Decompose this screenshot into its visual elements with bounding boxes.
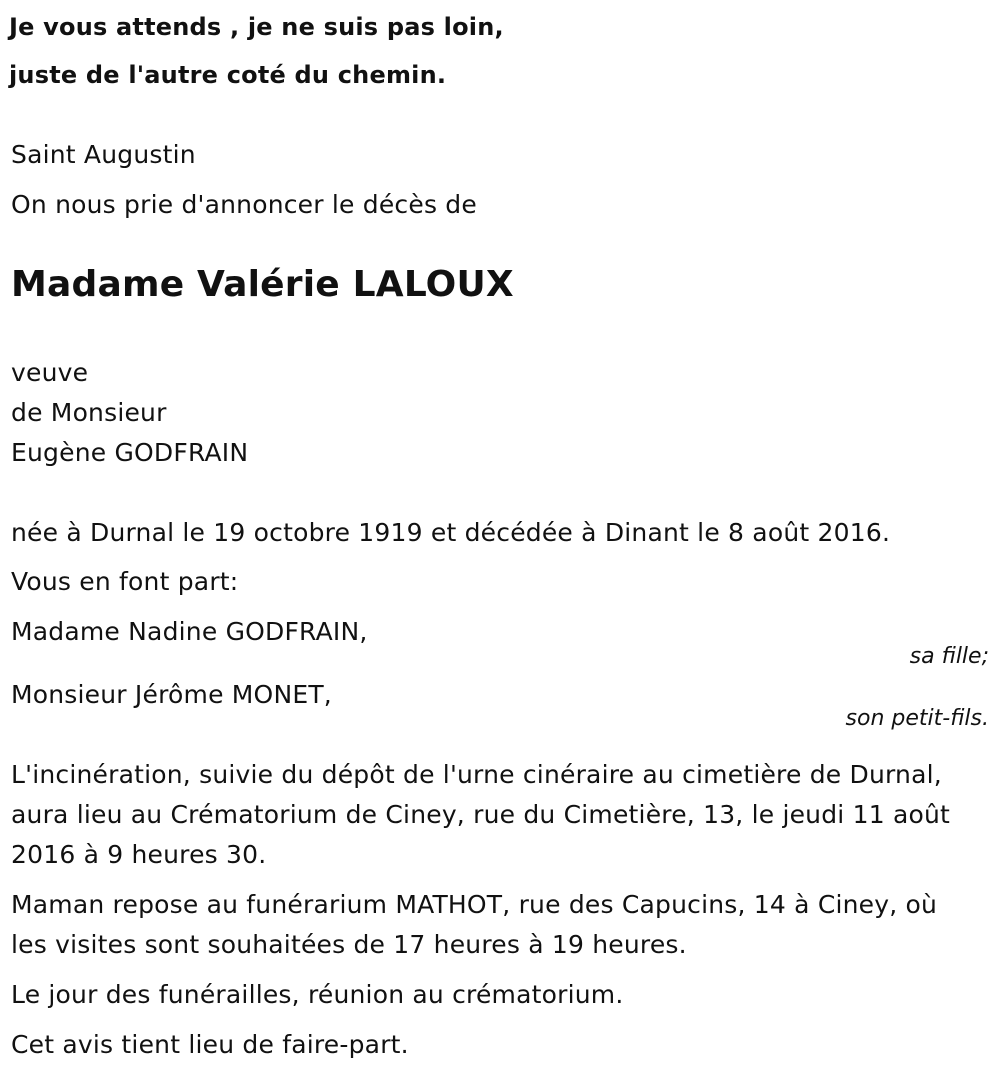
gathering-info: Le jour des funérailles, réunion au crématorium. [11,980,624,1009]
family-member-relation: sa fille; [909,644,989,669]
ceremony-line: 2016 à 9 heures 30. [11,840,267,869]
quote-author: Saint Augustin [11,140,196,169]
spouse-line-2: de Monsieur [11,398,167,427]
spouse-line-3: Eugène GODFRAIN [11,438,249,467]
ceremony-line: L'incinération, suivie du dépôt de l'urne cinéraire au cimetière de Durnal, [11,760,942,789]
announcement-intro: On nous prie d'annoncer le décès de [11,190,477,219]
family-member-relation: son petit-fils. [845,706,989,731]
announcers-intro: Vous en font part: [11,567,239,596]
spouse-line-1: veuve [11,358,89,387]
visitation-line: les visites sont souhaitées de 17 heures à 19 heures. [11,930,687,959]
birth-death-info: née à Durnal le 19 octobre 1919 et décédée à Dinant le 8 août 2016. [11,518,891,547]
visitation-line: Maman repose au funérarium MATHOT, rue des Capucins, 14 à Ciney, où [11,890,938,919]
ceremony-line: aura lieu au Crématorium de Ciney, rue du Cimetière, 13, le jeudi 11 août [11,800,951,829]
quote-line-1: Je vous attends , je ne suis pas loin, [9,13,504,41]
closing-note: Cet avis tient lieu de faire-part. [11,1030,409,1059]
deceased-name: Madame Valérie LALOUX [11,264,514,305]
family-member-name: Madame Nadine GODFRAIN, [11,617,368,646]
quote-line-2: juste de l'autre coté du chemin. [9,61,447,89]
family-member-name: Monsieur Jérôme MONET, [11,680,332,709]
